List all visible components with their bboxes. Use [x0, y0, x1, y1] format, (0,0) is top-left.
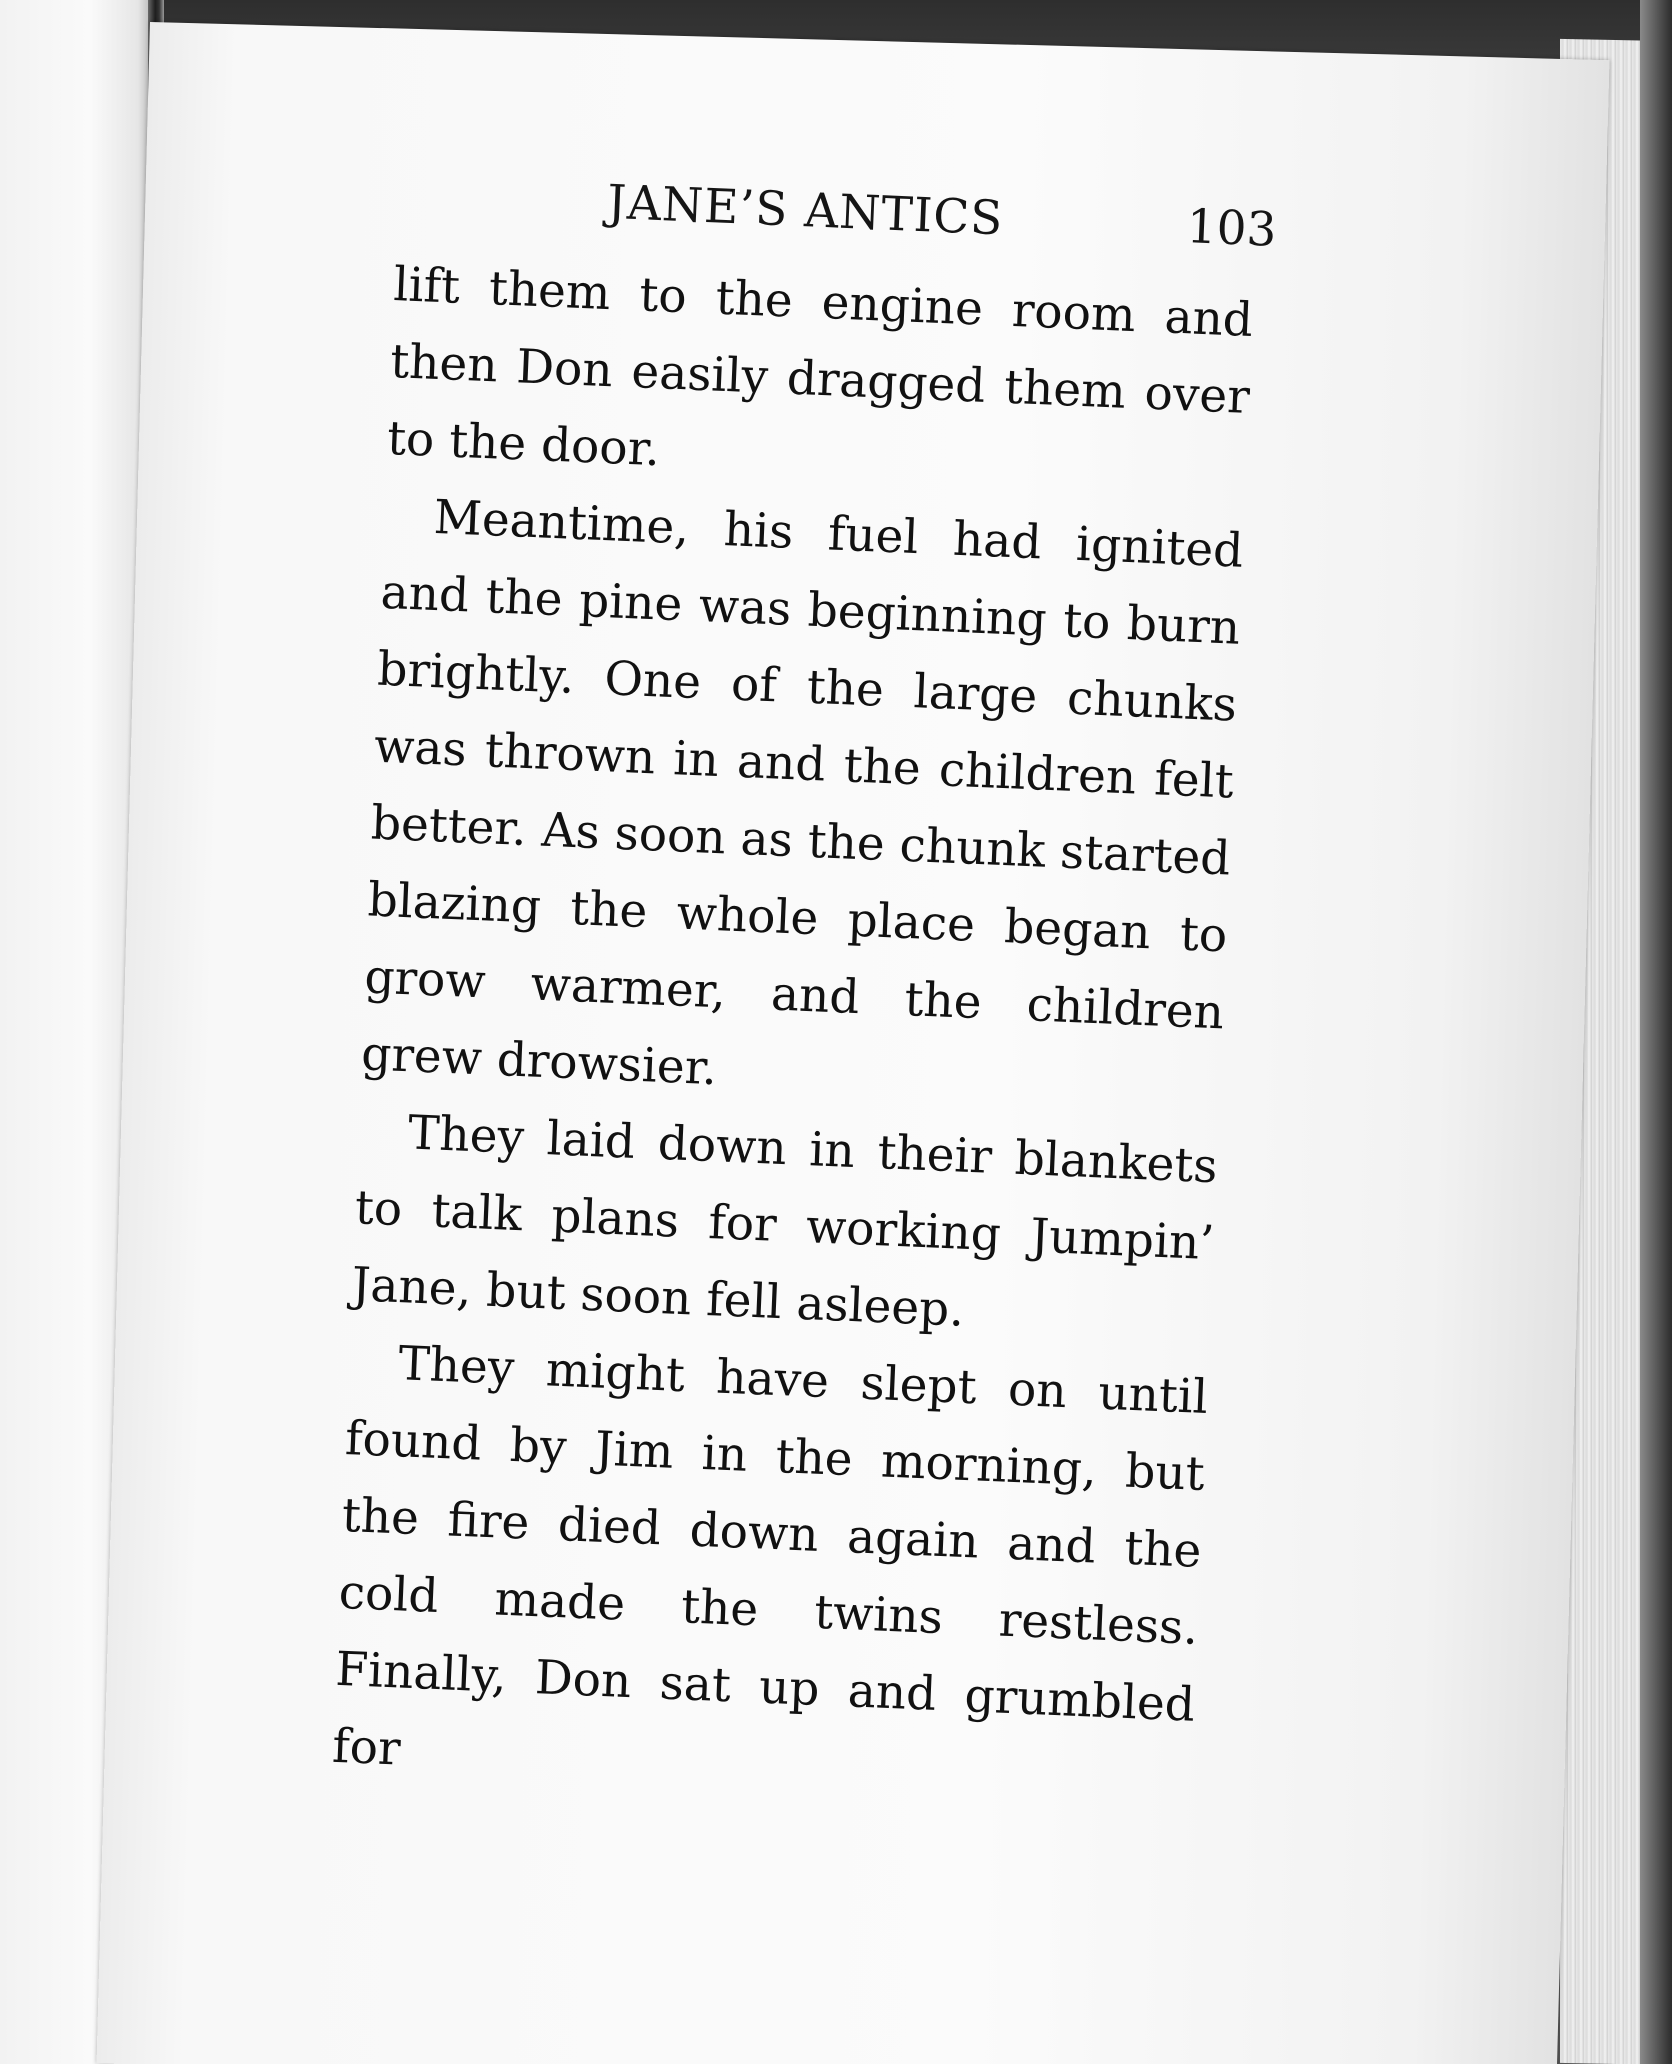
paragraph-4: They might have slept on until found by Jim in the morning, but the fire died down again and the cold made the twins restless. Finally, Don sat up and grumbled for	[331, 1336, 1209, 1777]
body-text	[331, 246, 1255, 1821]
paragraph-2: Meantime, his fuel had ignited and the pine was beginning to burn brightly. One of the large chunks was thrown in and the children felt better. As soon as the chunk started blazing the whole place began to grow warmer, and the children grew drowsier.	[360, 489, 1245, 1097]
running-head-title: JANE’S ANTICS	[606, 174, 1005, 247]
page-number: 103	[1185, 199, 1278, 258]
paragraph-3: They laid down in their blankets to talk plans for working Jumpin’ Jane, but soon fell asleep.	[350, 1105, 1219, 1338]
paragraph-1: lift them to the engine room and then Don easily dragged them over to the door.	[386, 257, 1255, 478]
